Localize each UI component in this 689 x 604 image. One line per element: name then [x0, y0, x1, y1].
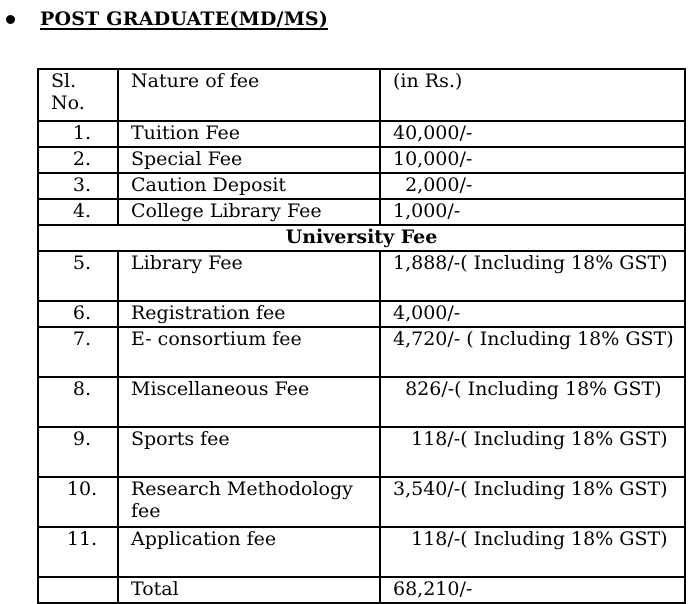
- table-row: [38, 377, 685, 427]
- row-fee-amount: 4,720/- ( Including 18% GST): [380, 327, 685, 377]
- total-row: [38, 577, 685, 603]
- row-sl-no: 4.: [38, 199, 118, 225]
- row-sl-no: 3.: [38, 173, 118, 199]
- row-fee-name: Library Fee: [118, 251, 380, 301]
- row-fee-amount: 40,000/-: [380, 121, 685, 147]
- total-sl-no: [38, 577, 118, 603]
- row-fee-name: Tuition Fee: [118, 121, 380, 147]
- table-header-row: [38, 69, 685, 121]
- table-row: [38, 251, 685, 301]
- bullet-icon: [6, 15, 15, 24]
- row-fee-name: College Library Fee: [118, 199, 380, 225]
- total-amount: 68,210/-: [380, 577, 685, 603]
- university-fee-heading: University Fee: [38, 225, 685, 251]
- table-row: [38, 173, 685, 199]
- header-amount: (in Rs.): [380, 69, 685, 121]
- row-fee-name: Registration fee: [118, 301, 380, 327]
- row-fee-name: Application fee: [118, 527, 380, 577]
- table-row: [38, 527, 685, 577]
- fee-table: [37, 68, 686, 604]
- row-fee-name: Research Methodology fee: [118, 477, 380, 527]
- row-sl-no: 5.: [38, 251, 118, 301]
- row-fee-amount: 1,000/-: [380, 199, 685, 225]
- table-row: [38, 427, 685, 477]
- table-row: [38, 477, 685, 527]
- row-sl-no: 1.: [38, 121, 118, 147]
- header-sl-no: Sl. No.: [38, 69, 118, 121]
- header-nature-of-fee: Nature of fee: [118, 69, 380, 121]
- table-row: [38, 147, 685, 173]
- row-sl-no: 2.: [38, 147, 118, 173]
- row-sl-no: 9.: [38, 427, 118, 477]
- row-fee-amount: 826/-( Including 18% GST): [380, 377, 685, 427]
- row-fee-name: Caution Deposit: [118, 173, 380, 199]
- row-fee-amount: 3,540/-( Including 18% GST): [380, 477, 685, 527]
- university-fee-section-row: [38, 225, 685, 251]
- row-sl-no: 10.: [38, 477, 118, 527]
- row-fee-name: Sports fee: [118, 427, 380, 477]
- section-title: POST GRADUATE(MD/MS): [40, 8, 329, 30]
- row-fee-name: Special Fee: [118, 147, 380, 173]
- row-sl-no: 8.: [38, 377, 118, 427]
- row-sl-no: 7.: [38, 327, 118, 377]
- row-fee-amount: 2,000/-: [380, 173, 685, 199]
- row-sl-no: 11.: [38, 527, 118, 577]
- total-label: Total: [118, 577, 380, 603]
- row-fee-name: E- consortium fee: [118, 327, 380, 377]
- table-row: [38, 121, 685, 147]
- row-fee-amount: 1,888/-( Including 18% GST): [380, 251, 685, 301]
- table-row: [38, 199, 685, 225]
- row-fee-name: Miscellaneous Fee: [118, 377, 380, 427]
- row-sl-no: 6.: [38, 301, 118, 327]
- row-fee-amount: 4,000/-: [380, 301, 685, 327]
- table-row: [38, 301, 685, 327]
- row-fee-amount: 118/-( Including 18% GST): [380, 427, 685, 477]
- section-heading: [6, 6, 328, 32]
- table-row: [38, 327, 685, 377]
- row-fee-amount: 10,000/-: [380, 147, 685, 173]
- row-fee-amount: 118/-( Including 18% GST): [380, 527, 685, 577]
